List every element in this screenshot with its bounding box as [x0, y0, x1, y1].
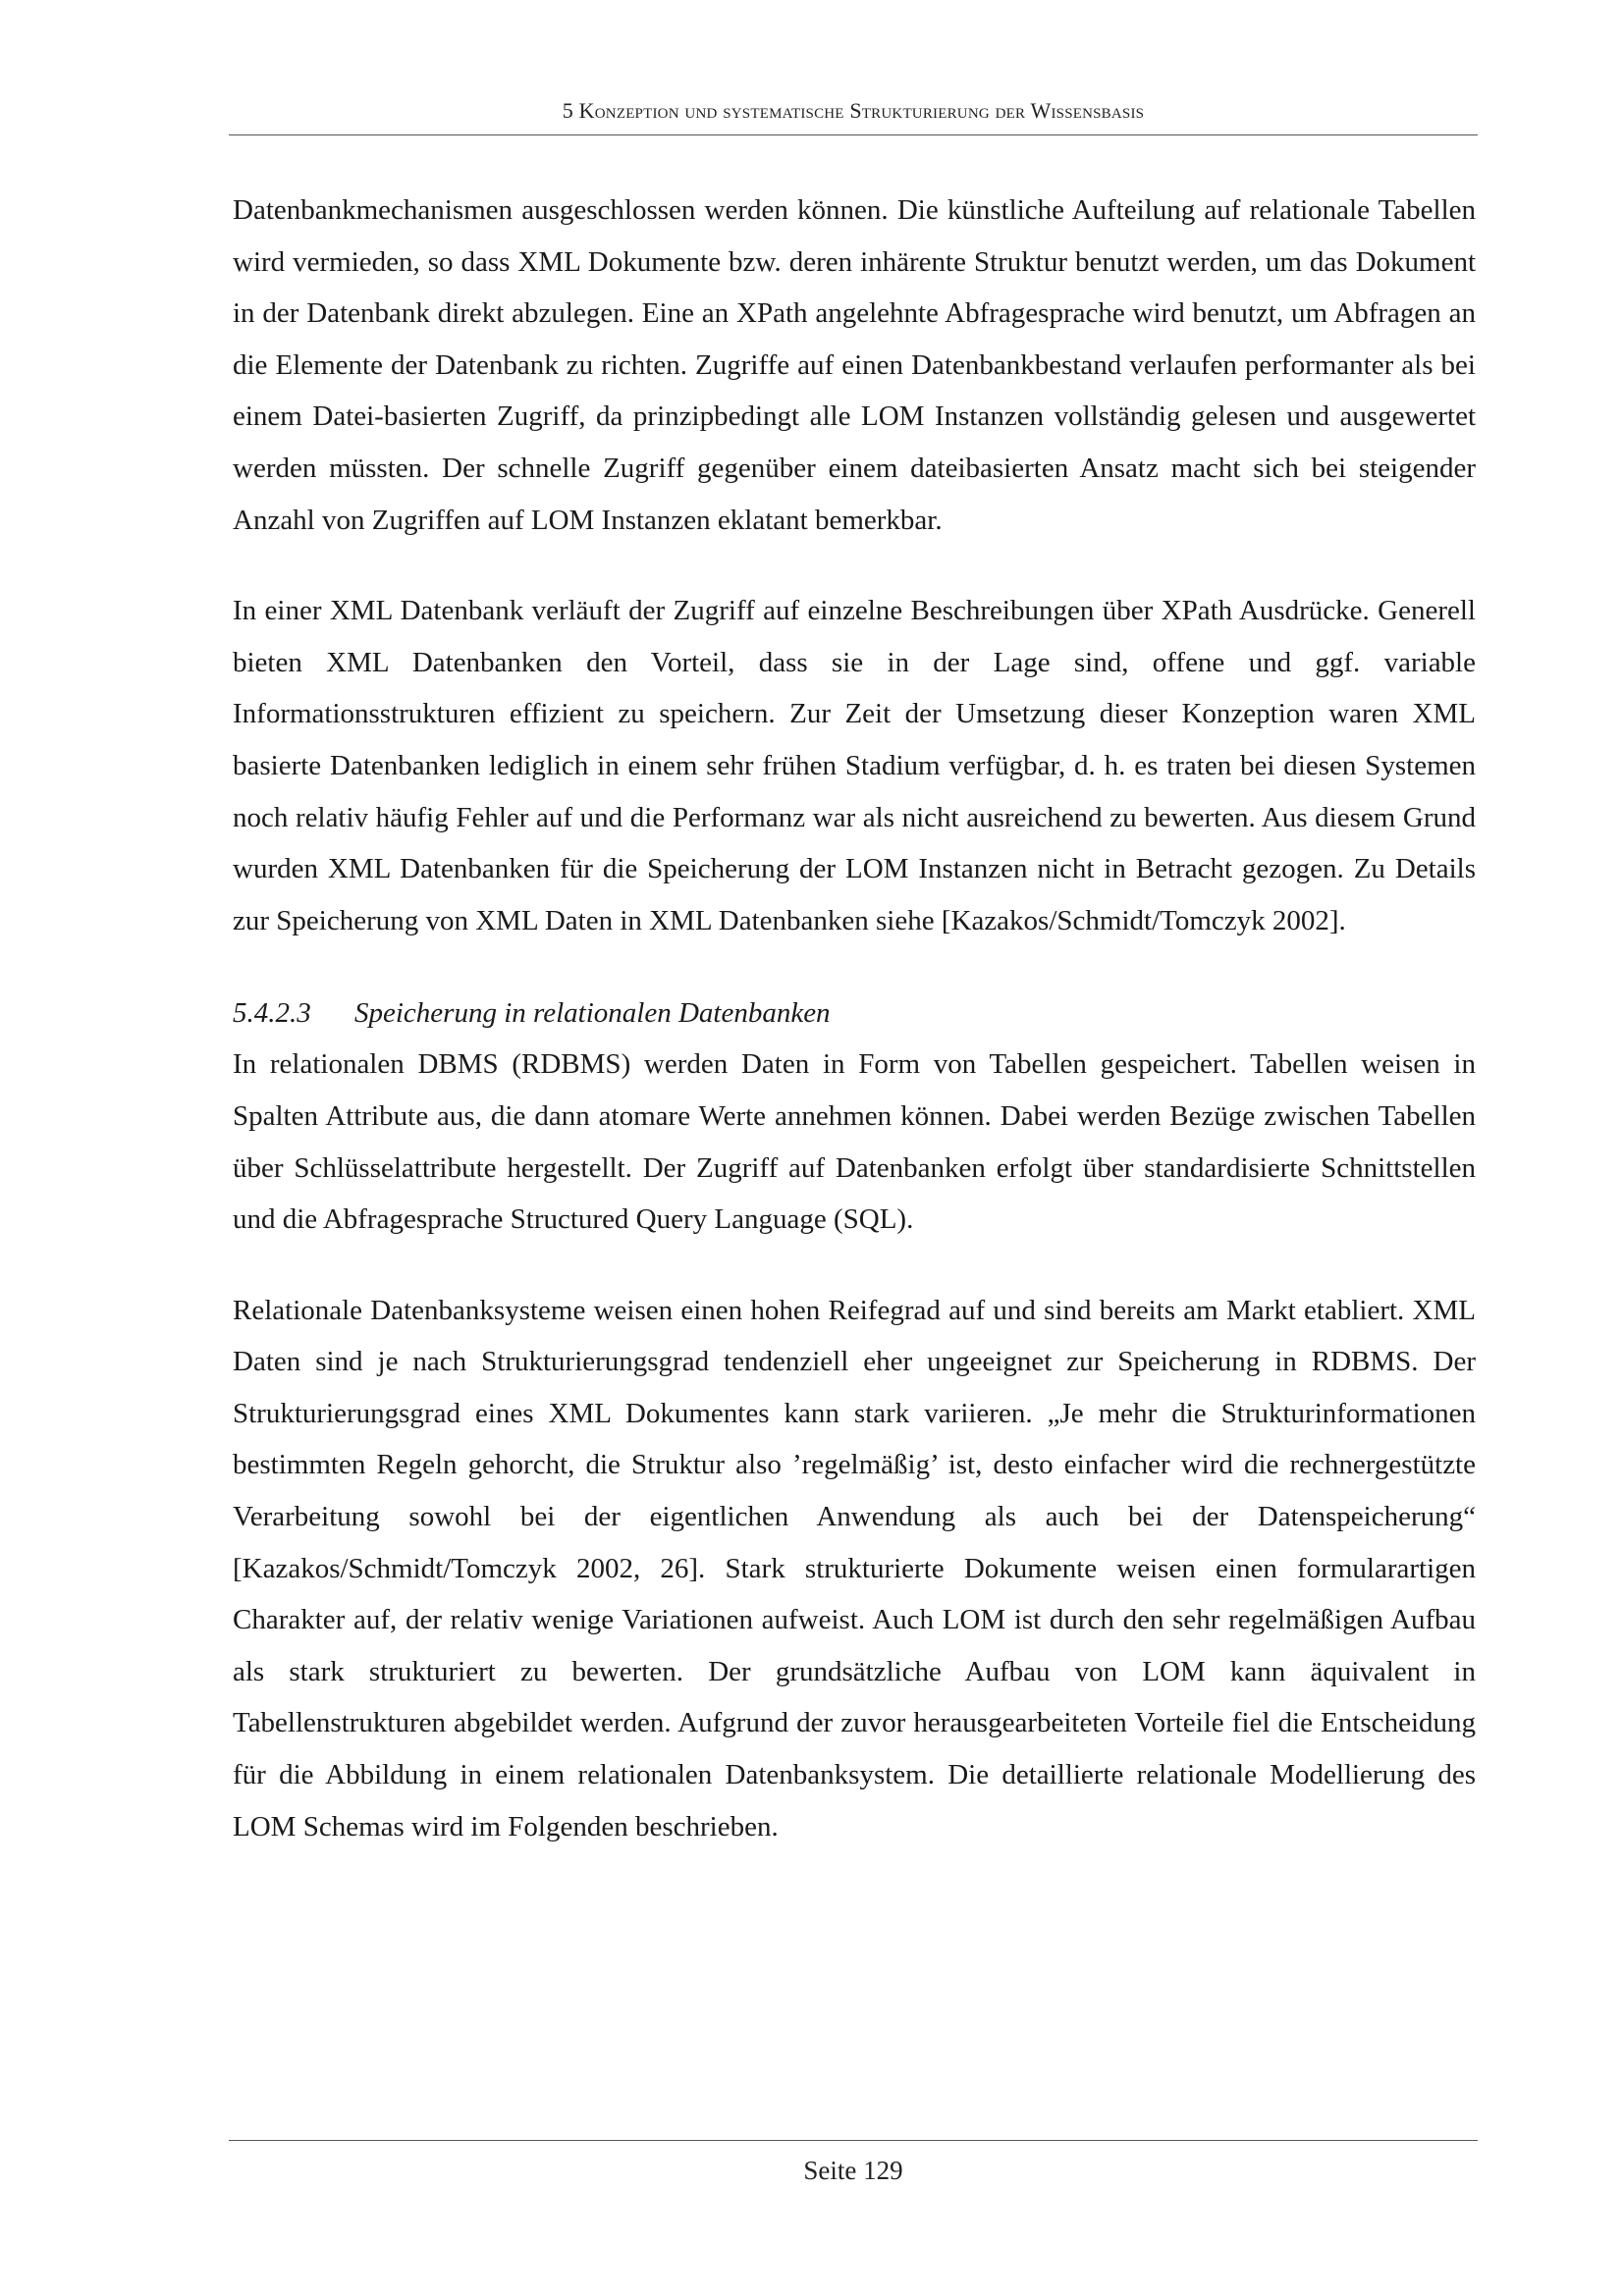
footer-rule — [229, 2140, 1478, 2141]
page-number: Seite 129 — [803, 2156, 903, 2185]
paragraph: In einer XML Datenbank verläuft der Zugriff auf einzelne Beschreibungen über XPath Ausdrücke. Generell bieten XML Datenbanken den Vorteil, dass sie in der Lage sind, offene und ggf. variable Informationsstrukturen effizient zu speichern. Zur Zeit der Umsetzung dieser Konzeption waren XML basierte Datenbanken lediglich in einem sehr frühen Stadium verfügbar, d. h. es traten bei diesen Systemen noch relativ häufig Fehler auf und die Performanz war als nicht ausreichend zu bewerten. Aus diesem Grund wurden XML Datenbanken für die Speicherung der LOM Instanzen nicht in Betracht gezogen. Zu Details zur Speicherung von XML Daten in XML Datenbanken siehe [Kazakos/Schmidt/Tomczyk 2002]. — [233, 595, 1476, 936]
body-text — [233, 185, 1476, 1852]
section-heading — [233, 988, 1476, 1039]
paragraph: In relationalen DBMS (RDBMS) werden Daten in Form von Tabellen gespeichert. Tabellen weisen in Spalten Attribute aus, die dann atomare Werte annehmen können. Dabei werden Bezüge zwischen Tabellen über Schlüsselattribute hergestellt. Der Zugriff auf Datenbanken erfolgt über standardisierte Schnittstellen und die Abfragesprache Structured Query Language (SQL). — [233, 1048, 1476, 1236]
header-rule — [229, 134, 1478, 135]
running-header: 5 Konzeption und systematische Strukturierung der Wissensbasis — [562, 98, 1145, 123]
section-title: Speicherung in relationalen Datenbanken — [354, 997, 831, 1030]
section-number: 5.4.2.3 — [233, 997, 311, 1030]
paragraph: Relationale Datenbanksysteme weisen einen hohen Reifegrad auf und sind bereits am Markt etabliert. XML Daten sind je nach Strukturierungsgrad tendenziell eher ungeeignet zur Speicherung in RDBMS. Der Strukturierungsgrad eines XML Dokumentes kann stark variieren. „Je mehr die Strukturinformationen bestimmten Regeln gehorcht, die Struktur also ’regelmäßig’ ist, desto einfacher wird die rechnergestützte Verarbeitung sowohl bei der eigentlichen Anwendung als auch bei der Datenspeicherung“ [Kazakos/Schmidt/Tomczyk 2002, 26]. Stark strukturierte Dokumente weisen einen formularartigen Charakter auf, der relativ wenige Variationen aufweist. Auch LOM ist durch den sehr regelmäßigen Aufbau als stark strukturiert zu bewerten. Der grundsätzliche Aufbau von LOM kann äquivalent in Tabellenstrukturen abgebildet werden. Aufgrund der zuvor herausgearbeiteten Vorteile fiel die Entscheidung für die Abbildung in einem relationalen Datenbanksystem. Die detaillierte relationale Modellierung des LOM Schemas wird im Folgenden beschrieben. — [233, 1294, 1476, 1842]
paragraph: Datenbankmechanismen ausgeschlossen werden können. Die künstliche Aufteilung auf relationale Tabellen wird vermieden, so dass XML Dokumente bzw. deren inhärente Struktur benutzt werden, um das Dokument in der Datenbank direkt abzulegen. Eine an XPath angelehnte Abfragesprache wird benutzt, um Abfragen an die Elemente der Datenbank zu richten. Zugriffe auf einen Datenbankbestand verlaufen performanter als bei einem Datei-basierten Zugriff, da prinzipbedingt alle LOM Instanzen vollständig gelesen und ausgewertet werden müssten. Der schnelle Zugriff gegenüber einem dateibasierten Ansatz macht sich bei steigender Anzahl von Zugriffen auf LOM Instanzen eklatant bemerkbar. — [233, 194, 1476, 536]
